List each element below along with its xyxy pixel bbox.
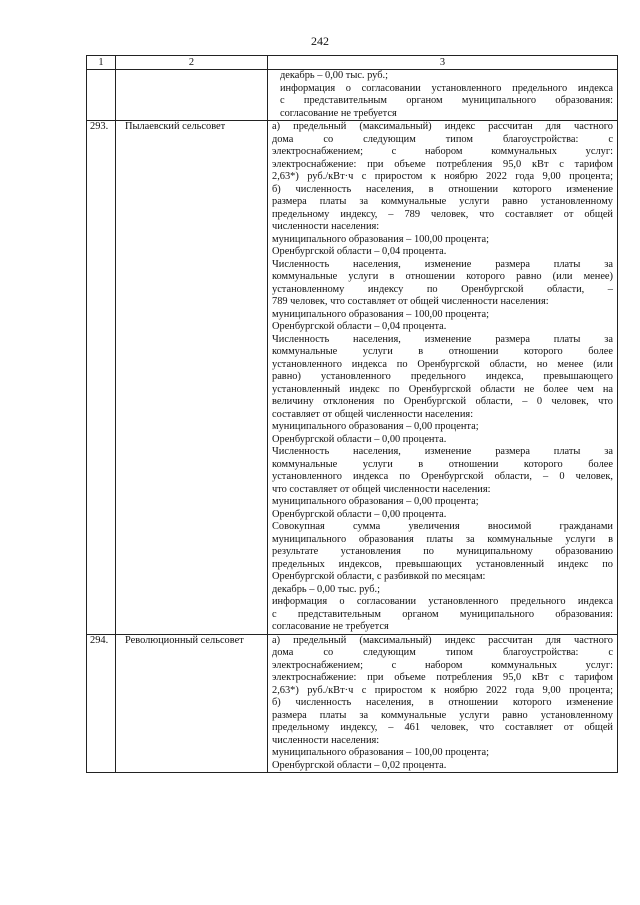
indices-table — [86, 55, 618, 773]
text-line: предельному индексу, – 789 человек, что составляет от общей — [272, 208, 613, 220]
text-line: численности населения: — [272, 221, 380, 232]
text-line: 2,63*) руб./кВт·ч с приростом к ноябрю 2022 года 9,00 процента; — [272, 684, 613, 696]
text-line: Оренбургской области – 0,04 процента. — [272, 246, 447, 257]
municipality-name — [116, 70, 268, 121]
text-line: муниципального образования – 0,00 процента; — [272, 421, 479, 432]
text-line: муниципального образования – 0,00 процента; — [272, 496, 479, 507]
text-line: декабрь – 0,00 тыс. руб.; — [280, 70, 389, 81]
text-line: Оренбургской области – 0,00 процента. — [272, 508, 447, 520]
municipality-name: Пылаевский сельсовет — [116, 121, 268, 635]
text-line: что составляет от общей численности населения: — [272, 483, 491, 495]
text-line: Оренбургской области – 0,04 процента. — [272, 321, 447, 332]
text-line: равно) установленного предельного индекса, превышающего — [272, 371, 613, 382]
row-number: 294. — [87, 634, 116, 773]
index-description — [268, 70, 618, 121]
text-line: коммунальные услуги в отношении которого равно (или менее) — [272, 271, 613, 282]
text-line: информация о согласовании установленного предельного индекса — [272, 596, 613, 607]
text-line: электроснабжение: при объеме потребления 95,0 кВт с тарифом — [272, 672, 613, 683]
text-line: Численность населения, изменение размера платы за — [272, 333, 613, 345]
text-line: муниципального образования платы за коммунальные услуги в — [272, 533, 613, 545]
text-line: с представительным органом муниципального образования: — [272, 608, 613, 620]
text-line: декабрь – 0,00 тыс. руб.; — [272, 583, 381, 595]
text-line: 2,63*) руб./кВт·ч с приростом к ноябрю 2022 года 9,00 процента; — [272, 171, 613, 182]
text-line: муниципального образования – 100,00 процента; — [272, 233, 489, 245]
text-line: установленному индексу по Оренбургской области, – — [272, 283, 613, 295]
text-line: с представительным органом муниципального образования: — [280, 95, 613, 106]
text-line: Оренбургской области – 0,02 процента. — [272, 759, 447, 771]
text-line: информация о согласовании установленного предельного индекса — [280, 82, 613, 94]
text-line: 789 человек, что составляет от общей численности населения: — [272, 296, 549, 307]
text-line: Совокупная сумма увеличения вносимой гражданами — [272, 521, 613, 532]
text-line: б) численность населения, в отношении которого изменение — [272, 183, 613, 195]
table-row — [87, 121, 618, 635]
text-line: установленного индекса по Оренбургской области, но менее (или — [272, 358, 613, 370]
text-line: предельных индексов, превышающих установленный индекс по — [272, 558, 613, 570]
table-row — [87, 70, 618, 121]
text-line: установленный индекс по Оренбургской области не более чем на — [272, 383, 613, 395]
page-number: 242 — [311, 34, 329, 48]
text-line: электроснабжением; с набором коммунальных услуг: — [272, 146, 613, 157]
text-line: Численность населения, изменение размера платы за — [272, 446, 613, 457]
text-line: согласование не требуется — [272, 621, 389, 632]
text-line: установленного индекса по Оренбургской области, – 0 человек, — [272, 471, 613, 482]
column-header: 3 — [268, 56, 618, 70]
text-line: электроснабжением; с набором коммунальных услуг: — [272, 659, 613, 671]
index-description — [268, 634, 618, 773]
table-header-row — [87, 56, 618, 70]
text-line: предельному индексу, – 461 человек, что составляет от общей — [272, 722, 613, 733]
text-line: коммунальные услуги в отношении которого более — [272, 346, 613, 357]
text-line: муниципального образования – 100,00 процента; — [272, 747, 489, 758]
text-line: а) предельный (максимальный) индекс рассчитан для частного — [272, 634, 613, 646]
text-line: размера платы за коммунальные услуги равно установленному — [272, 196, 613, 207]
index-description — [268, 121, 618, 635]
column-header: 2 — [116, 56, 268, 70]
text-line: Численность населения, изменение размера платы за — [272, 258, 613, 270]
text-line: дома со следующим типом благоустройства: с — [272, 647, 613, 658]
text-line: численности населения: — [272, 734, 380, 746]
text-line: составляет от общей численности населения: — [272, 408, 474, 420]
municipality-name: Революционный сельсовет — [116, 634, 268, 773]
text-line: результате установления по муниципальному образованию — [272, 546, 613, 557]
text-line: муниципального образования – 100,00 процента; — [272, 308, 489, 320]
text-line: электроснабжение: при объеме потребления 95,0 кВт с тарифом — [272, 158, 613, 170]
row-number: 293. — [87, 121, 116, 635]
table-row — [87, 634, 618, 773]
text-line: согласование не требуется — [280, 107, 397, 119]
column-header: 1 — [87, 56, 116, 70]
text-line: величину отклонения по Оренбургской области, – 0 человек, что — [272, 396, 613, 407]
text-line: дома со следующим типом благоустройства: с — [272, 133, 613, 145]
text-line: б) численность населения, в отношении которого изменение — [272, 697, 613, 708]
text-line: а) предельный (максимальный) индекс рассчитан для частного — [272, 121, 613, 132]
text-line: размера платы за коммунальные услуги равно установленному — [272, 709, 613, 721]
text-line: Оренбургской области, с разбивкой по месяцам: — [272, 571, 486, 582]
row-number — [87, 70, 116, 121]
text-line: коммунальные услуги в отношении которого более — [272, 458, 613, 470]
text-line: Оренбургской области – 0,00 процента. — [272, 433, 447, 445]
